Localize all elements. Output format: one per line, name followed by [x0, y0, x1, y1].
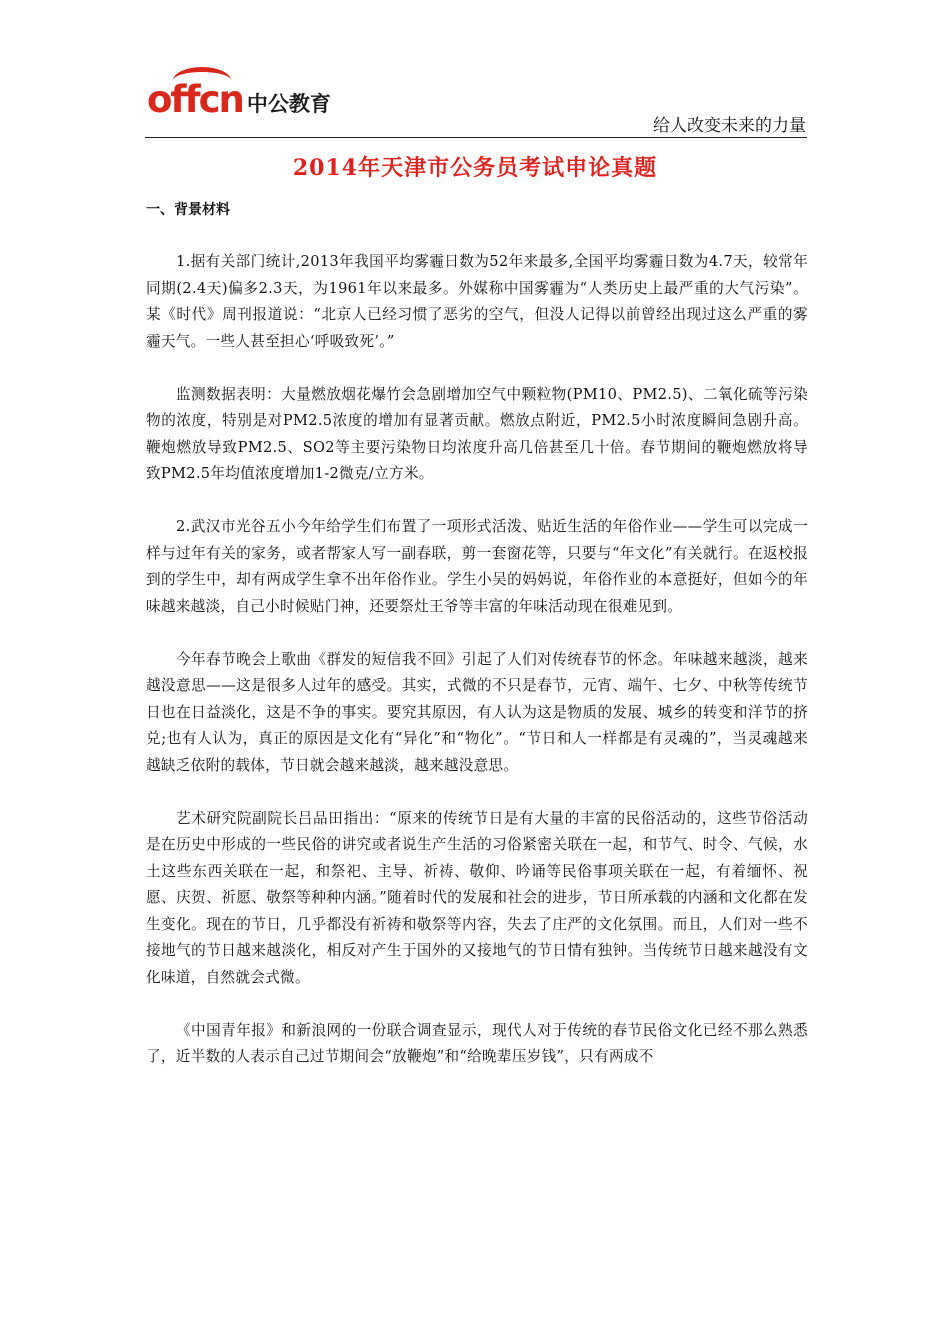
paragraph: 《中国青年报》和新浪网的一份联合调查显示，现代人对于传统的春节民俗文化已经不那么熟悉了，近半数的人表示自己过节期间会“放鞭炮”和“给晚辈压岁钱”，只有两成不 — [146, 1021, 808, 1065]
paragraph: 艺术研究院副院长吕品田指出：“原来的传统节日是有大量的丰富的民俗活动的，这些节俗活动是在历史中形成的一些民俗的讲究或者说生产生活的习俗紧密关联在一起，和节气、时令、气候，水土这些东西关联在一起，和祭祀、主导、祈祷、敬仰、吟诵等民俗事项关联在一起，有着缅怀、祝愿、庆贺、祈愿、敬祭等种种内涵。”随着时代的发展和社会的进步，节日所承载的内涵和文化都在发生变化。现在的节日，几乎都没有祈祷和敬祭等内容，失去了庄严的文化氛围。而且，人们对一些不接地气的节日越来越淡化，相反对产生于国外的又接地气的节日情有独钟。当传统节日越来越没有文化味道，自然就会式微。 — [146, 809, 808, 986]
paragraph: 2.武汉市光谷五小今年给学生们布置了一项形式活泼、贴近生活的年俗作业——学生可以完成一样与过年有关的家务，或者帮家人写一副春联，剪一套窗花等，只要与“年文化”有关就行。在返校报到的学生中，却有两成学生拿不出年俗作业。学生小吴的妈妈说，年俗作业的本意挺好，但如今的年味越来越淡，自己小时候贴门神，还要祭灶王爷等丰富的年味活动现在很难见到。 — [146, 518, 808, 615]
document-body — [146, 249, 808, 1097]
offcn-logo — [147, 72, 331, 121]
logo-wordmark: offcn — [147, 81, 243, 118]
logo-arc-icon — [173, 67, 231, 94]
header-slogan: 给人改变未来的力量 — [653, 116, 806, 136]
paragraph: 监测数据表明：大量燃放烟花爆竹会急剧增加空气中颗粒物(PM10、PM2.5)、二氧化硫等污染物的浓度，特别是对PM2.5浓度的增加有显著贡献。燃放点附近，PM2.5小时浓度瞬间急剧升高。鞭炮燃放导致PM2.5、SO2等主要污染物日均浓度升高几倍甚至几十倍。春节期间的鞭炮燃放将导致PM2.5年均值浓度增加1-2微克/立方米。 — [146, 385, 808, 482]
document-title: 2014年天津市公务员考试申论真题 — [292, 155, 658, 181]
logo-chinese-name: 中公教育 — [246, 92, 331, 116]
paragraph: 今年春节晚会上歌曲《群发的短信我不回》引起了人们对传统春节的怀念。年味越来越淡，越来越没意思——这是很多人过年的感受。其实，式微的不只是春节，元宵、端午、七夕、中秋等传统节日也在日益淡化，这是不争的事实。要究其原因，有人认为这是物质的发展、城乡的转变和洋节的挤兑;也有人认为，真正的原因是文化有“异化”和“物化”。“节日和人一样都是有灵魂的”，当灵魂越来越缺乏依附的载体，节日就会越来越淡，越来越没意思。 — [146, 650, 808, 774]
paragraph: 1.据有关部门统计,2013年我国平均雾霾日数为52年来最多,全国平均雾霾日数为4.7天，较常年同期(2.4天)偏多2.3天，为1961年以来最多。外媒称中国雾霾为“人类历史上最严重的大气污染”。某《时代》周刊报道说：“北京人已经习惯了恶劣的空气，但没人记得以前曾经出现过这么严重的雾霾天气。一些人甚至担心‘呼吸致死’。” — [146, 253, 808, 350]
section-heading: 一、背景材料 — [146, 202, 230, 218]
header-divider — [145, 137, 807, 138]
